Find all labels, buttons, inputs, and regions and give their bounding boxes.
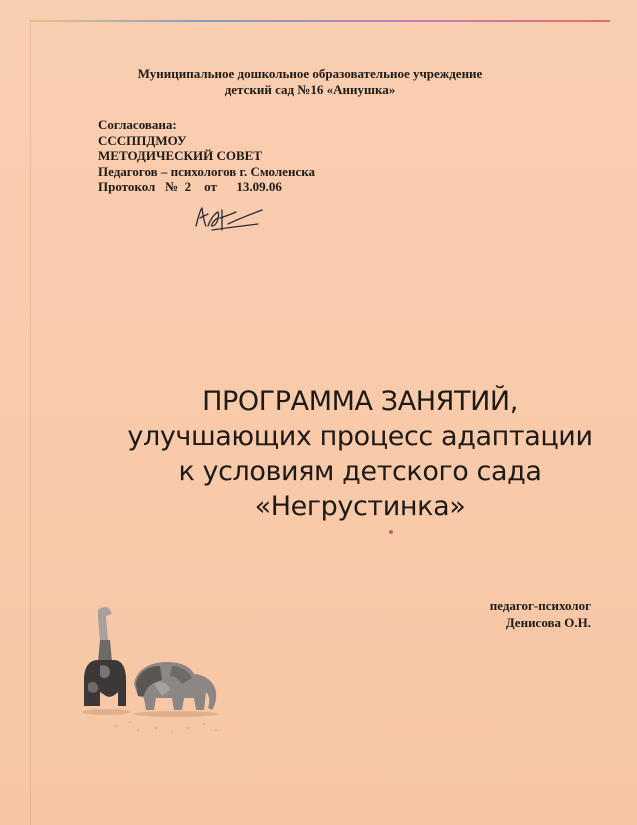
institution-header <box>60 66 560 98</box>
page-left-edge <box>30 20 31 825</box>
ink-spot <box>389 530 393 534</box>
approval-council-detail: Педагогов – психологов г. Смоленска <box>98 163 316 179</box>
author-role: педагог-психолог <box>489 598 591 613</box>
program-title <box>40 384 637 524</box>
kindergarten-name: детский сад №16 «Аннушка» <box>224 82 396 97</box>
approval-block <box>98 117 315 195</box>
top-border-line <box>30 20 610 22</box>
approval-council: МЕТОДИЧЕСКИЙ СОВЕТ <box>98 148 262 163</box>
giraffe-elephant-puzzle-icon <box>76 600 226 740</box>
title-line-1: ПРОГРАММА ЗАНЯТИЙ, <box>202 386 518 417</box>
approval-organization: СССППДМОУ <box>98 132 187 148</box>
author-block <box>490 597 591 631</box>
signature-icon <box>192 200 272 236</box>
approval-protocol: Протокол № 2 от 13.09.06 <box>98 179 282 194</box>
title-line-2: улучшающих процесс адаптации <box>127 421 593 452</box>
approval-label: Согласована: <box>98 117 177 132</box>
institution-name: Муниципальное дошкольное образовательное учреждение <box>137 66 483 81</box>
title-line-3: к условиям детского сада <box>178 456 542 487</box>
title-line-4: «Негрустинка» <box>254 491 466 522</box>
author-name: Денисова О.Н. <box>505 615 591 630</box>
